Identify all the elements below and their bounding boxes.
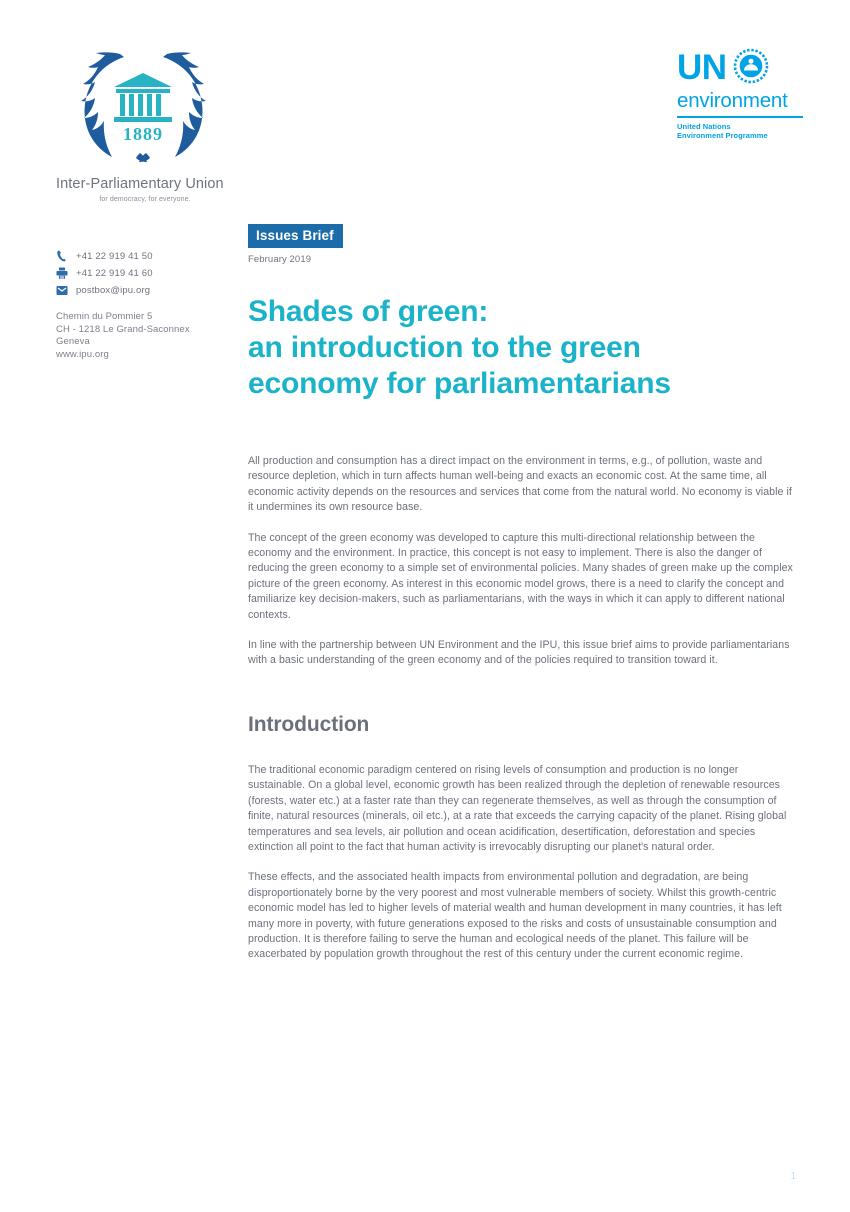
document-content [248, 224, 794, 963]
title-line-2: an introduction to the green [248, 331, 641, 364]
summary-paragraph: All production and consumption has a direct impact on the environment in terms, e.g., of pollution, waste and resource depletion, which in turn affects human well-being and exacts an economic cost. At the same time, all economic activity depends on the resources and services that come from the natural world. No economy is viable if it undermines its own resource base. [248, 455, 792, 514]
summary-paragraph: The concept of the green economy was developed to capture this multi-directional relationship between the economy and the environment. In practice, this concept is not easy to implement. There is also the danger of reducing the green economy to a simple set of environmental policies. Many shades of green make up the complex picture of the green economy. As interest in this economic model grows, there is a need to clarify the concept and familiarize key decision-makers, such as parliamentarians, with the ways in which it can apply to different national contexts. [248, 531, 793, 621]
ipu-logo [76, 48, 211, 166]
un-environment-logo [677, 48, 803, 141]
un-logo-subtitle [677, 122, 803, 141]
address-line-3: Geneva [56, 336, 90, 347]
ipu-contact-list [56, 249, 246, 297]
title-line-3: economy for parliamentarians [248, 367, 671, 400]
page-number: 1 [790, 1171, 796, 1182]
contact-email-value: postbox@ipu.org [76, 284, 151, 296]
ipu-website[interactable]: www.ipu.org [56, 348, 109, 360]
un-environment-wordmark: environment [677, 89, 788, 112]
title-line-1: Shades of green: [248, 295, 489, 328]
contact-phone-row [56, 249, 246, 263]
address-line-1: Chemin du Pommier 5 [56, 311, 153, 322]
introduction-paragraph: These effects, and the associated health impacts from environmental pollution and degradation, are being disproportionately borne by the very poorest and most vulnerable members of society. Whilst this growth-centric economic model has led to higher levels of material wealth and human development in many countries, it has left many more in poverty, with future generations exposed to the risks and costs of unsustainable consumption and production. It is therefore failing to serve the human and ecological needs of the planet. This failure will be exacerbated by population growth throughout the rest of this century under the current economic regime. [248, 871, 782, 961]
introduction-section [248, 763, 794, 963]
un-wordmark: UN [677, 48, 727, 88]
phone-icon [56, 250, 76, 262]
issues-brief-badge: Issues Brief [248, 224, 343, 248]
publication-date: February 2019 [248, 254, 312, 265]
section-heading-introduction: Introduction [248, 712, 370, 736]
contact-phone-value: +41 22 919 41 50 [76, 250, 153, 262]
ipu-name: Inter-Parliamentary Union [56, 176, 224, 192]
ipu-tagline: for democracy, for everyone. [99, 196, 191, 203]
svg-text:1889: 1889 [123, 124, 163, 144]
page-title [248, 294, 794, 402]
introduction-paragraph: The traditional economic paradigm centered on rising levels of consumption and production is no longer sustainable. On a global level, economic growth has been realized through the depletion of renewable resources (forests, water etc.) at a faster rate than they can regenerate themselves, as well as through the consumption of finite, natural resources (minerals, oil etc.), at a rate that exceeds the carrying capacity of the planet. Rising global temperatures and sea levels, air pollution and ocean acidification, desertification, deforestation and species extinction all point to the fact that human activity is irrevocably disrupting our planet's natural order. [248, 763, 787, 853]
un-globe-laurel-icon [733, 48, 769, 89]
ipu-address [56, 311, 246, 361]
contact-email-row [56, 283, 246, 297]
contact-fax-row [56, 266, 246, 280]
un-subtitle-line-2: Environment Programme [677, 131, 768, 141]
contact-fax-value: +41 22 919 41 60 [76, 267, 153, 279]
un-logo-divider [677, 116, 803, 118]
summary-paragraph: In line with the partnership between UN Environment and the IPU, this issue brief aims to provide parliamentarians with a basic understanding of the green economy and of the policies required to transition toward it. [248, 639, 790, 667]
summary-section [248, 454, 794, 669]
address-line-2: CH - 1218 Le Grand-Saconnex [56, 323, 190, 335]
email-icon [56, 285, 76, 296]
fax-icon [56, 267, 76, 279]
un-subtitle-line-1: United Nations [677, 121, 731, 131]
un-wordmark-row [677, 48, 803, 89]
ipu-identity-block [56, 48, 246, 361]
